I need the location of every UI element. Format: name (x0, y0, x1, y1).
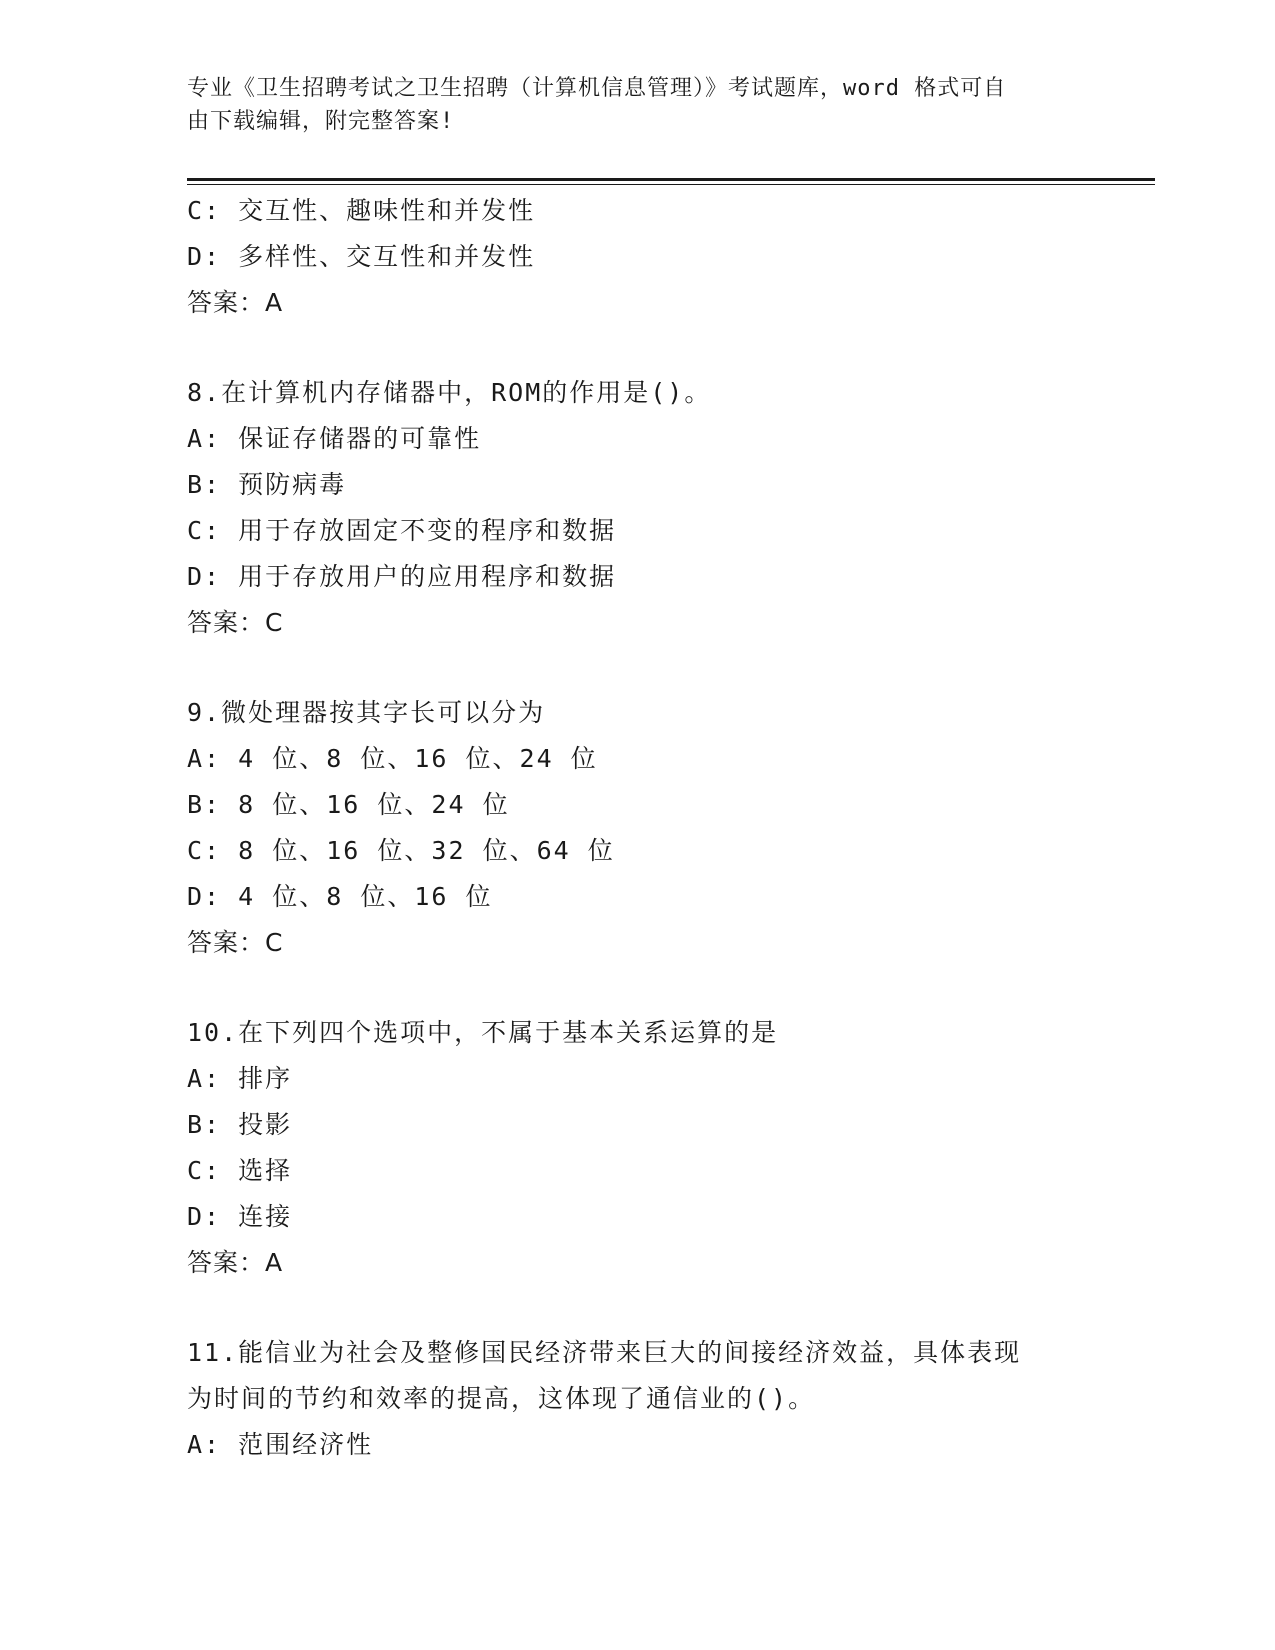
option-c: C: 用于存放固定不变的程序和数据 (187, 516, 617, 545)
option-a: A: 范围经济性 (187, 1430, 374, 1459)
question-list (187, 188, 1087, 1468)
option-a: A: 排序 (187, 1064, 293, 1093)
option-b: B: 预防病毒 (187, 470, 347, 499)
option-c: C: 8 位、16 位、32 位、64 位 (187, 836, 615, 865)
question-stem-line-2: 为时间的节约和效率的提高，这体现了通信业的()。 (187, 1384, 816, 1413)
question-stem: 10.在下列四个选项中，不属于基本关系运算的是 (187, 1018, 779, 1047)
question-11 (187, 1330, 1087, 1468)
answer-label: 答案：A (187, 1248, 284, 1277)
question-stem-line-1: 11.能信业为社会及整修国民经济带来巨大的间接经济效益，具体表现 (187, 1338, 1022, 1367)
header-line-2: 由下载编辑，附完整答案! (187, 109, 455, 134)
answer-label: 答案：C (187, 928, 284, 957)
option-c: C: 选择 (187, 1156, 293, 1185)
answer-label: 答案：C (187, 608, 284, 637)
option-d: D: 多样性、交互性和并发性 (187, 242, 536, 271)
option-b: B: 投影 (187, 1110, 293, 1139)
option-d: D: 连接 (187, 1202, 293, 1231)
option-d: D: 用于存放用户的应用程序和数据 (187, 562, 617, 591)
option-c: C: 交互性、趣味性和并发性 (187, 196, 536, 225)
question-continued (187, 188, 1087, 326)
question-10 (187, 1010, 1087, 1286)
option-a: A: 保证存储器的可靠性 (187, 424, 482, 453)
question-9 (187, 690, 1087, 966)
document-header (187, 72, 1067, 138)
header-divider-thick (187, 178, 1155, 181)
question-stem: 9.微处理器按其字长可以分为 (187, 698, 546, 727)
question-stem: 8.在计算机内存储器中，ROM的作用是()。 (187, 378, 712, 407)
header-divider-thin (187, 184, 1155, 185)
question-8 (187, 370, 1087, 646)
header-line-1: 专业《卫生招聘考试之卫生招聘（计算机信息管理）》考试题库，word 格式可自 (187, 76, 1007, 101)
option-a: A: 4 位、8 位、16 位、24 位 (187, 744, 598, 773)
option-b: B: 8 位、16 位、24 位 (187, 790, 510, 819)
option-d: D: 4 位、8 位、16 位 (187, 882, 493, 911)
answer-label: 答案：A (187, 288, 284, 317)
